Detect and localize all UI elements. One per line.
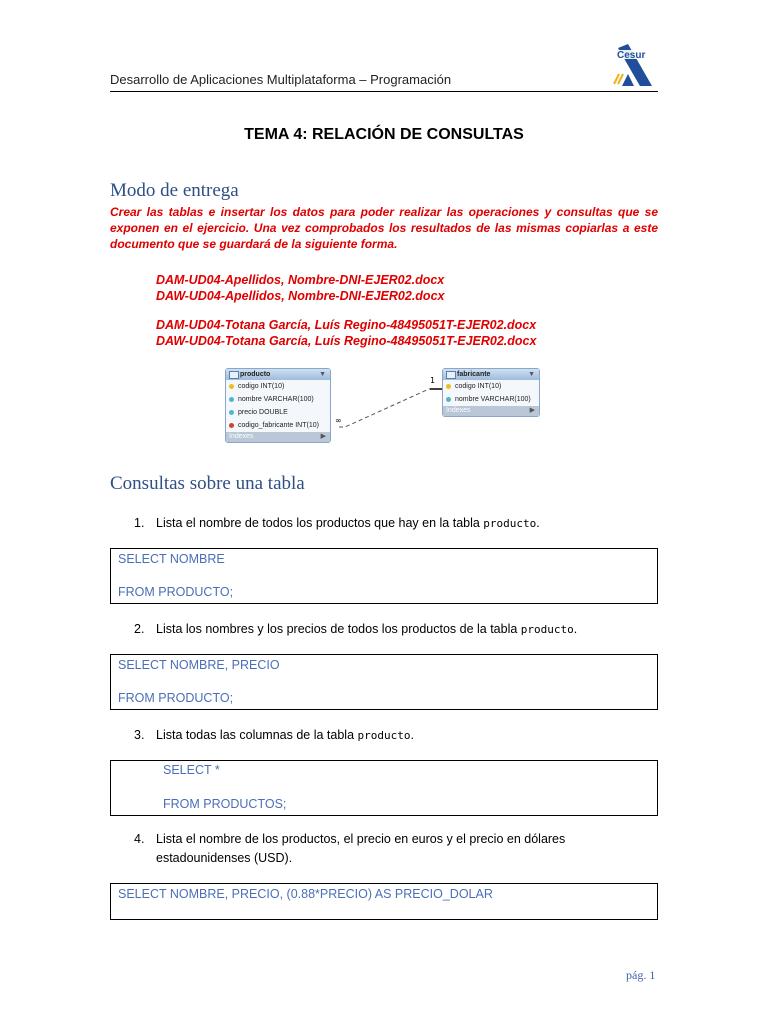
column-row: codigo INT(10)	[443, 380, 539, 393]
answer-line: FROM PRODUCTOS;	[163, 797, 287, 811]
column-row: precio DOUBLE	[226, 406, 330, 419]
filename-line: DAW-UD04-Totana García, Luís Regino-48495051T-EJER02.docx	[156, 334, 537, 348]
answer-box-1[interactable]	[110, 548, 658, 604]
question-4: 4. Lista el nombre de los productos, el precio en euros y el precio en dólares estadounidenses (USD).	[134, 832, 566, 865]
table-header: fabricante ▼	[443, 369, 539, 380]
question-1: 1. Lista el nombre de todos los productos que hay en la tabla producto.	[134, 516, 540, 530]
rel-many-label: ∞	[335, 416, 342, 425]
question-3: 3. Lista todas las columnas de la tabla producto.	[134, 728, 414, 742]
table-icon	[229, 371, 239, 379]
answer-line: SELECT NOMBRE, PRECIO, (0.88*PRECIO) AS PRECIO_DOLAR	[118, 887, 493, 901]
column-row: nombre VARCHAR(100)	[443, 393, 539, 406]
answer-line: SELECT NOMBRE	[118, 552, 225, 566]
key-icon	[229, 384, 234, 389]
key-icon	[446, 384, 451, 389]
answer-line: SELECT *	[163, 763, 220, 777]
foreign-key-icon	[229, 423, 234, 428]
chevron-down-icon: ▼	[528, 371, 535, 378]
table-header: producto ▼	[226, 369, 330, 380]
header-rule	[110, 91, 658, 92]
column-row: nombre VARCHAR(100)	[226, 393, 330, 406]
svg-text:Cesur: Cesur	[617, 50, 646, 61]
filename-line: DAM-UD04-Totana García, Luís Regino-48495051T-EJER02.docx	[156, 318, 537, 332]
rel-one-label: 1	[430, 376, 436, 385]
chevron-down-icon: ▼	[319, 371, 326, 378]
indexes-row: Indexes ▶	[443, 406, 539, 416]
answer-line: SELECT NOMBRE, PRECIO	[118, 658, 280, 672]
table-fabricante	[442, 368, 540, 417]
consultas-heading: Consultas sobre una tabla	[110, 473, 305, 494]
header-text: Desarrollo de Aplicaciones Multiplataforma – Programación	[110, 72, 452, 87]
delivery-paragraph: Crear las tablas e insertar los datos para poder realizar las operaciones y consultas que se exponen en el ejercicio. Una vez comprobados los resultados de las mismas copiarlas a este documento que se guardará de la siguiente forma.	[110, 205, 658, 251]
filename-line: DAW-UD04-Apellidos, Nombre-DNI-EJER02.docx	[156, 289, 445, 303]
column-icon	[229, 397, 234, 402]
page-title: TEMA 4: RELACIÓN DE CONSULTAS	[244, 126, 524, 143]
chevron-right-icon: ▶	[320, 433, 326, 440]
answer-box-4[interactable]	[110, 883, 658, 920]
filename-line: DAM-UD04-Apellidos, Nombre-DNI-EJER02.docx	[156, 273, 445, 287]
cesur-logo	[610, 40, 660, 90]
delivery-heading: Modo de entrega	[110, 180, 239, 201]
column-icon	[446, 397, 451, 402]
answer-line: FROM PRODUCTO;	[118, 585, 234, 599]
column-row: codigo_fabricante INT(10)	[226, 419, 330, 432]
chevron-right-icon: ▶	[529, 407, 535, 414]
answer-line: FROM PRODUCTO;	[118, 691, 234, 705]
question-2: 2. Lista los nombres y los precios de todos los productos de la tabla producto.	[134, 622, 578, 636]
column-row: codigo INT(10)	[226, 380, 330, 393]
er-diagram	[225, 365, 545, 455]
answer-box-2[interactable]	[110, 654, 658, 710]
table-producto	[225, 368, 331, 443]
indexes-row: Indexes ▶	[226, 432, 330, 442]
column-icon	[229, 410, 234, 415]
answer-box-3[interactable]	[110, 760, 658, 816]
table-icon	[446, 371, 456, 379]
page-number: pág. 1	[626, 968, 656, 982]
